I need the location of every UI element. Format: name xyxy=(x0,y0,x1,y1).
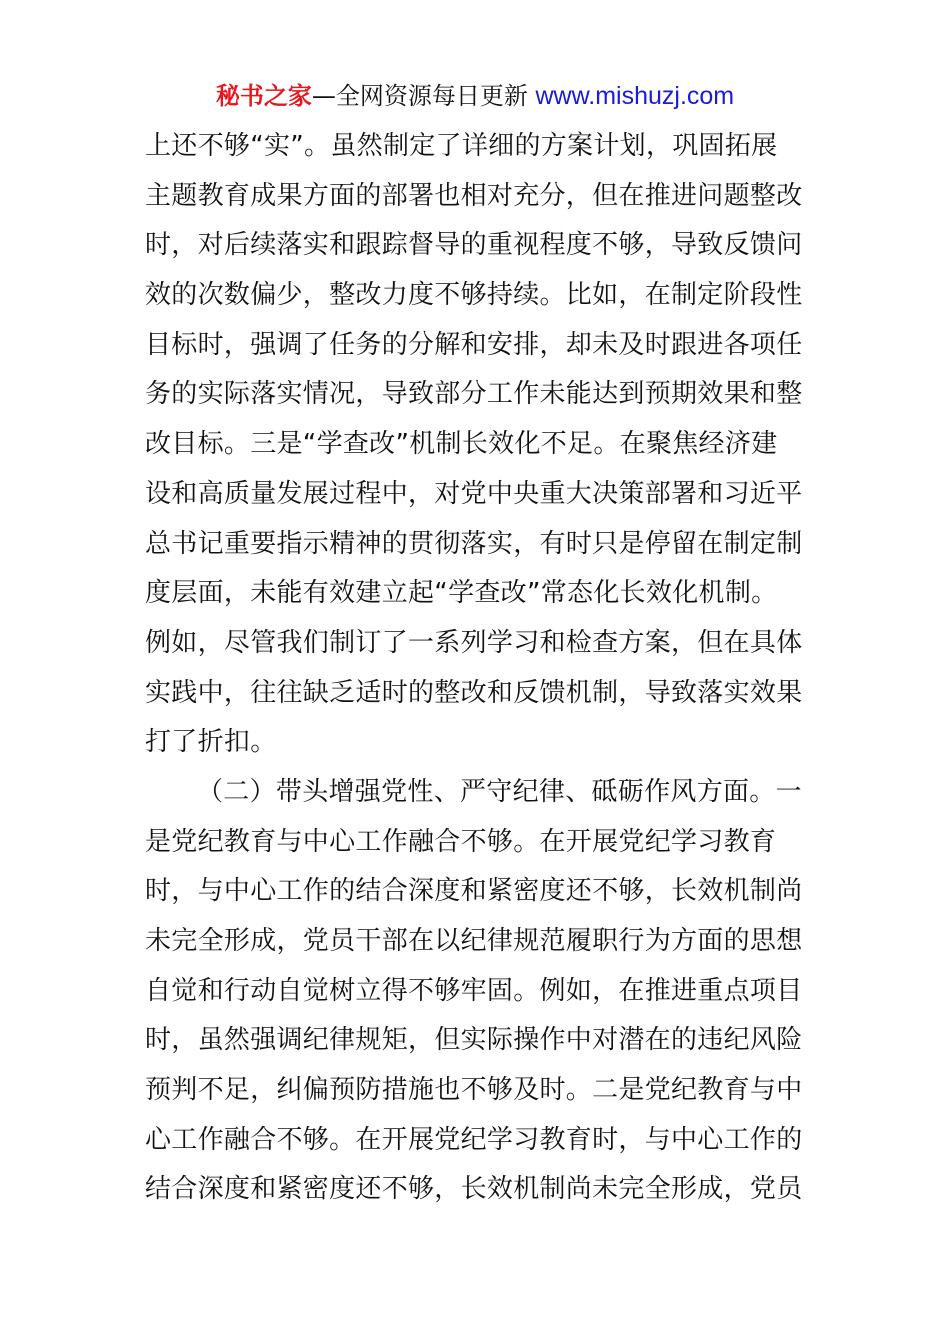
text-line: 设和高质量发展过程中，对党中央重大决策部署和习近平 xyxy=(145,478,803,509)
text-line: 时，虽然强调纪律规矩，但实际操作中对潜在的违纪风险 xyxy=(145,1025,803,1056)
header-tagline: —全网资源每日更新 xyxy=(311,82,536,110)
text-line: 时，对后续落实和跟踪督导的重视程度不够，导致反馈问 xyxy=(145,230,803,261)
text-line: 自觉和行动自觉树立得不够牢固。例如，在推进重点项目 xyxy=(145,975,803,1006)
header-url-link[interactable]: www.mishuzj.com xyxy=(535,82,735,110)
text-line: 预判不足，纠偏预防措施也不够及时。二是党纪教育与中 xyxy=(145,1075,803,1106)
text-line: 实践中，往往缺乏适时的整改和反馈机制，导致落实效果 xyxy=(145,677,803,708)
text-line: 打了折扣。 xyxy=(145,727,277,758)
text-line: 目标时，强调了任务的分解和安排，却未及时跟进各项任 xyxy=(145,329,803,360)
text-line: 例如，尽管我们制订了一系列学习和检查方案，但在具体 xyxy=(145,627,803,658)
section-heading-line: （二）带头增强党性、严守纪律、砥砺作风方面。一 xyxy=(197,776,802,807)
text-line: 度层面，未能有效建立起“学查改”常态化长效化机制。 xyxy=(145,578,778,609)
text-line: 时，与中心工作的结合深度和紧密度还不够，长效机制尚 xyxy=(145,876,803,907)
header-brand: 秘书之家 xyxy=(215,82,312,110)
text-line: 是党纪教育与中心工作融合不够。在开展党纪学习教育 xyxy=(145,826,777,857)
document-body xyxy=(145,122,807,1215)
text-line: 结合深度和紧密度还不够，长效机制尚未完全形成，党员 xyxy=(145,1174,803,1205)
text-line: 总书记重要指示精神的贯彻落实，有时只是停留在制定制 xyxy=(145,528,803,559)
page-header xyxy=(0,78,950,114)
text-line: 上还不够“实”。虽然制定了详细的方案计划，巩固拓展 xyxy=(145,131,778,161)
text-line: 改目标。三是“学查改”机制长效化不足。在聚焦经济建 xyxy=(145,429,778,460)
text-line: 心工作融合不够。在开展党纪学习教育时，与中心工作的 xyxy=(145,1124,803,1155)
text-line: 效的次数偏少，整改力度不够持续。比如，在制定阶段性 xyxy=(145,280,803,311)
text-line: 主题教育成果方面的部署也相对充分，但在推进问题整改 xyxy=(145,180,803,211)
text-line: 未完全形成，党员干部在以纪律规范履职行为方面的思想 xyxy=(145,926,803,956)
text-line: 务的实际落实情况，导致部分工作未能达到预期效果和整 xyxy=(145,379,803,410)
